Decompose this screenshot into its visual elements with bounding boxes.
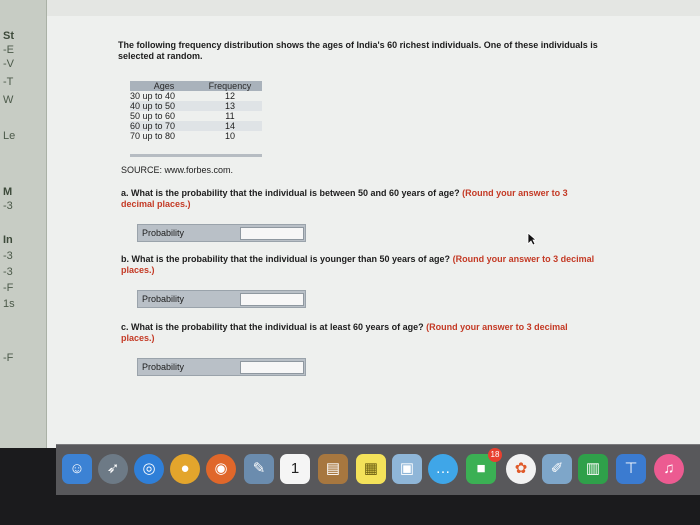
table-cell-frequency: 13 bbox=[198, 101, 262, 111]
table-row bbox=[130, 101, 262, 111]
question-prompt: The following frequency distribution shows the ages of India's 60 richest individuals. One of these individuals is selected at random. bbox=[118, 40, 598, 61]
table-row bbox=[130, 111, 262, 121]
probability-label: Probability bbox=[142, 362, 185, 372]
question-part-a bbox=[121, 188, 601, 210]
probability-input-c[interactable] bbox=[240, 361, 304, 374]
dock bbox=[56, 444, 700, 495]
sidebar-item[interactable]: -F bbox=[3, 352, 14, 364]
safari-icon[interactable]: ◎ bbox=[134, 454, 164, 484]
question-text: b. What is the probability that the individual is younger than 50 years of age? bbox=[121, 254, 451, 264]
table-cell-frequency: 14 bbox=[198, 121, 262, 131]
sidebar-item[interactable]: -E bbox=[3, 44, 14, 56]
sidebar-item[interactable]: -F bbox=[3, 282, 14, 294]
probability-input-b[interactable] bbox=[240, 293, 304, 306]
sidebar-item[interactable]: W bbox=[3, 94, 14, 106]
presentation-icon[interactable]: ⊤ bbox=[616, 454, 646, 484]
notes-icon[interactable]: ▤ bbox=[318, 454, 348, 484]
rounding-instruction: (Round your answer to 3 decimal places.) bbox=[121, 254, 595, 275]
table-row bbox=[130, 131, 262, 141]
rounding-instruction: (Round your answer to 3 decimal places.) bbox=[121, 188, 568, 209]
source-citation: SOURCE: www.forbes.com. bbox=[121, 165, 234, 175]
finder-icon[interactable]: ☺ bbox=[62, 454, 92, 484]
table-cell-age: 60 up to 70 bbox=[130, 121, 198, 131]
assignment-sidebar bbox=[0, 0, 47, 448]
answer-row-a bbox=[137, 224, 306, 242]
table-row bbox=[130, 121, 262, 131]
firefox-icon[interactable]: ◉ bbox=[206, 454, 236, 484]
table-cell-frequency: 11 bbox=[225, 111, 235, 121]
probability-input-a[interactable] bbox=[240, 227, 304, 240]
messages-icon[interactable]: … bbox=[428, 454, 458, 484]
sidebar-item[interactable]: M bbox=[3, 186, 13, 198]
stickies-icon[interactable]: ▦ bbox=[356, 454, 386, 484]
itunes-icon[interactable]: ♫ bbox=[654, 454, 684, 484]
table-header-ages: Ages bbox=[130, 81, 198, 91]
launchpad-icon[interactable]: ➶ bbox=[98, 454, 128, 484]
calendar-icon[interactable] bbox=[280, 454, 310, 484]
table-row bbox=[130, 91, 262, 101]
sidebar-item[interactable]: -3 bbox=[3, 250, 13, 262]
question-text: a. What is the probability that the individual is between 50 and 60 years of age? bbox=[121, 188, 460, 198]
table-cell-age: 50 up to 60 bbox=[130, 111, 176, 121]
photos-icon[interactable]: ✿ bbox=[506, 454, 536, 484]
answer-row-b bbox=[137, 290, 306, 308]
table-header-frequency: Frequency bbox=[198, 81, 262, 91]
top-strip bbox=[46, 0, 700, 16]
sidebar-item[interactable]: 1s bbox=[3, 298, 15, 310]
answer-row-c bbox=[137, 358, 306, 376]
photos-preview-icon[interactable]: ▣ bbox=[392, 454, 422, 484]
table-cell-age: 40 up to 50 bbox=[130, 101, 198, 111]
question-panel bbox=[118, 40, 618, 372]
sidebar-item[interactable]: -T bbox=[3, 76, 14, 88]
sidebar-item[interactable]: -V bbox=[3, 58, 14, 70]
keynote-icon[interactable]: ✐ bbox=[542, 454, 572, 484]
table-cell-age: 70 up to 80 bbox=[130, 131, 176, 141]
probability-label: Probability bbox=[142, 228, 185, 238]
table-cell-age: 30 up to 40 bbox=[130, 91, 176, 101]
question-part-c bbox=[121, 322, 601, 344]
table-divider bbox=[130, 154, 262, 157]
numbers-icon[interactable]: ▥ bbox=[578, 454, 608, 484]
preview-icon[interactable]: ✎ bbox=[244, 454, 274, 484]
mouse-cursor-icon bbox=[527, 232, 537, 246]
sidebar-item[interactable]: -3 bbox=[3, 266, 13, 278]
question-text: c. What is the probability that the individual is at least 60 years of age? bbox=[121, 322, 424, 332]
sidebar-item[interactable]: St bbox=[3, 30, 14, 42]
facetime-icon[interactable]: ■ 18 bbox=[466, 454, 496, 484]
table-cell-frequency: 12 bbox=[224, 91, 235, 101]
probability-label: Probability bbox=[142, 294, 185, 304]
sidebar-item[interactable]: Le bbox=[3, 130, 16, 142]
notification-badge: 18 bbox=[488, 448, 502, 462]
frequency-table bbox=[130, 81, 262, 141]
question-part-b bbox=[121, 254, 601, 276]
chrome-icon[interactable]: ● bbox=[170, 454, 200, 484]
calendar-day: 1 bbox=[290, 460, 300, 477]
table-cell-frequency: 10 bbox=[224, 131, 235, 141]
sidebar-item[interactable]: -3 bbox=[3, 200, 13, 212]
sidebar-item[interactable]: In bbox=[3, 234, 13, 246]
rounding-instruction: (Round your answer to 3 decimal places.) bbox=[121, 322, 568, 343]
